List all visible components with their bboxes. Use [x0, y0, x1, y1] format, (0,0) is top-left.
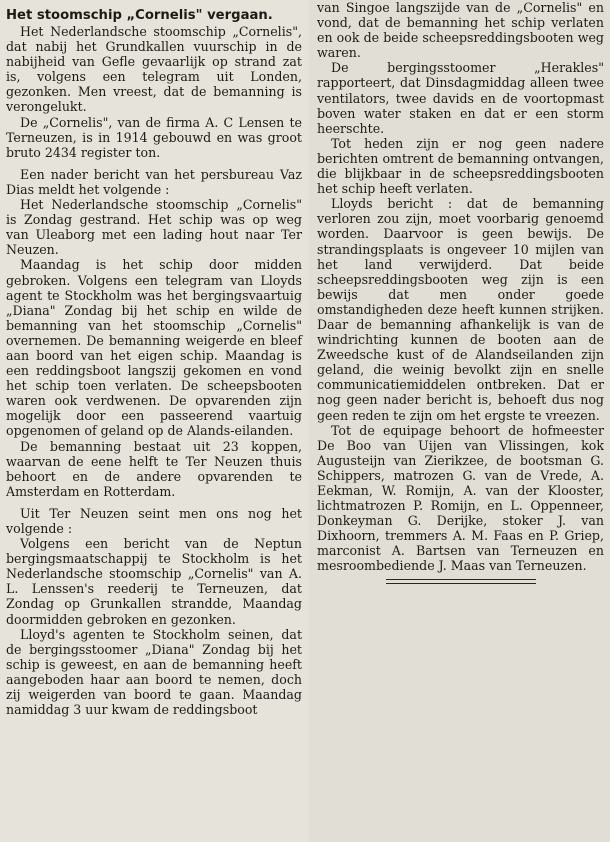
- article-headline: Het stoomschip „Cornelis" vergaan.: [6, 8, 273, 23]
- paragraph-7: Uit Ter Neuzen seint men ons nog het volgende :: [6, 505, 302, 536]
- paragraph-9: Lloyd's agenten te Stockholm seinen, dat de bergingsstoomer „Diana" Zondag bij het schip is geweest, en aan de bemanning heeft aangeboden haar aan boord te nemen, doch zij weigerden van boord te gaan. Maandag namiddag 3 uur kwam de reddingsboot: [6, 626, 302, 718]
- paragraph-12: Tot heden zijn er nog geen nadere berichten omtrent de bemanning ontvangen, die blijkbaar in de scheepsreddingsbooten het schip heeft verlaten.: [317, 135, 604, 197]
- column-right: [309, 0, 610, 842]
- paragraph-14: Tot de equipage behoort de hofmeester De Boo van Uijen van Vlissingen, kok Augusteijn van Zierikzee, de bootsman G. Schippers, matrozen G. van de Vrede, A. Eekman, W. Romijn, A. van der Klooster, lichtmatrozen P. Romijn, en L. Oppenneer, Donkeyman G. Derijke, stoker J. van Dixhoorn, tremmers A. M. Faas en P. Griep, marconist A. Bartsen van Terneuzen en mesroombediende J. Maas van Terneuzen.: [317, 422, 604, 574]
- paragraph-1: Het Nederlandsche stoomschip „Cornelis", dat nabij het Grundkallen vuurschip in de nabijheid van Gefle gevaarlijk op strand zat is, volgens een telegram uit Londen, gezonken. Men vreest, dat de bemanning is verongelukt.: [6, 24, 302, 115]
- paragraph-3: Een nader bericht van het persbureau Vaz Dias meldt het volgende :: [6, 166, 302, 197]
- paragraph-11: De bergingsstoomer „Herakles" rapporteert, dat Dinsdagmiddag alleen twee ventilators, twee davids en de voortopmast boven water staken en dat er een storm heerschte.: [317, 60, 604, 136]
- paragraph-4: Het Nederlandsche stoomschip „Cornelis" is Zondag gestrand. Het schip was op weg van Uleaborg met een lading hout naar Ter Neuzen.: [6, 197, 302, 258]
- paragraph-5: Maandag is het schip door midden gebroken. Volgens een telegram van Lloyds agent te Stockholm was het bergingsvaartuig „Diana" Zondag bij het schip en wilde de bemanning van het stoomschip „Cornelis" overnemen. De bemanning weigerde en bleef aan boord van het eigen schip. Maandag is een reddingsboot langszij gekomen en vond het schip toen verlaten. De scheepsbooten waren ook verdwenen. De opvarenden zijn mogelijk door een passeerend vaartuig opgenomen of geland op de Alands-eilanden.: [6, 257, 302, 439]
- paragraph-13: Lloyds bericht : dat de bemanning verloren zou zijn, moet voorbarig genoemd worden. Daarvoor is geen bewijs. De strandingsplaats is ongeveer 10 mijlen van het land verwijderd. Dat beide scheepsreddingsbooten weg zijn is een bewijs dat men onder goede omstandigheden deze heeft kunnen strijken. Daar de bemanning afhankelijk is van de windrichting kunnen de booten aan de Zweedsche kust of de Alandseilanden zijn geland, die weinig bevolkt zijn en snelle communicatiemiddelen ontbreken. Dat er nog geen nader bericht is, behoeft dus nog geen reden te zijn om het ergste te vreezen.: [317, 196, 604, 423]
- paragraph-2: De „Cornelis", van de firma A. C Lensen te Terneuzen, is in 1914 gebouwd en was groot bruto 2434 register ton.: [6, 114, 302, 160]
- paragraph-8: Volgens een bericht van de Neptun bergingsmaatschappij te Stockholm is het Nederlandsche stoomschip „Cornelis" van A. L. Lenssen's reederij te Terneuzen, dat Zondag op Grunkallen strandde, Maandag doormidden gebroken en gezonken.: [6, 536, 302, 627]
- paragraph-10: van Singoe langszijde van de „Cornelis" en vond, dat de bemanning het schip verlaten en ook de beide scheepsreddingsbooten weg waren.: [317, 0, 604, 61]
- paragraph-6: De bemanning bestaat uit 23 koppen, waarvan de eene helft te Ter Neuzen thuis behoort en de andere opvarenden te Amsterdam en Rotterdam.: [6, 438, 302, 499]
- end-rule: [386, 579, 536, 584]
